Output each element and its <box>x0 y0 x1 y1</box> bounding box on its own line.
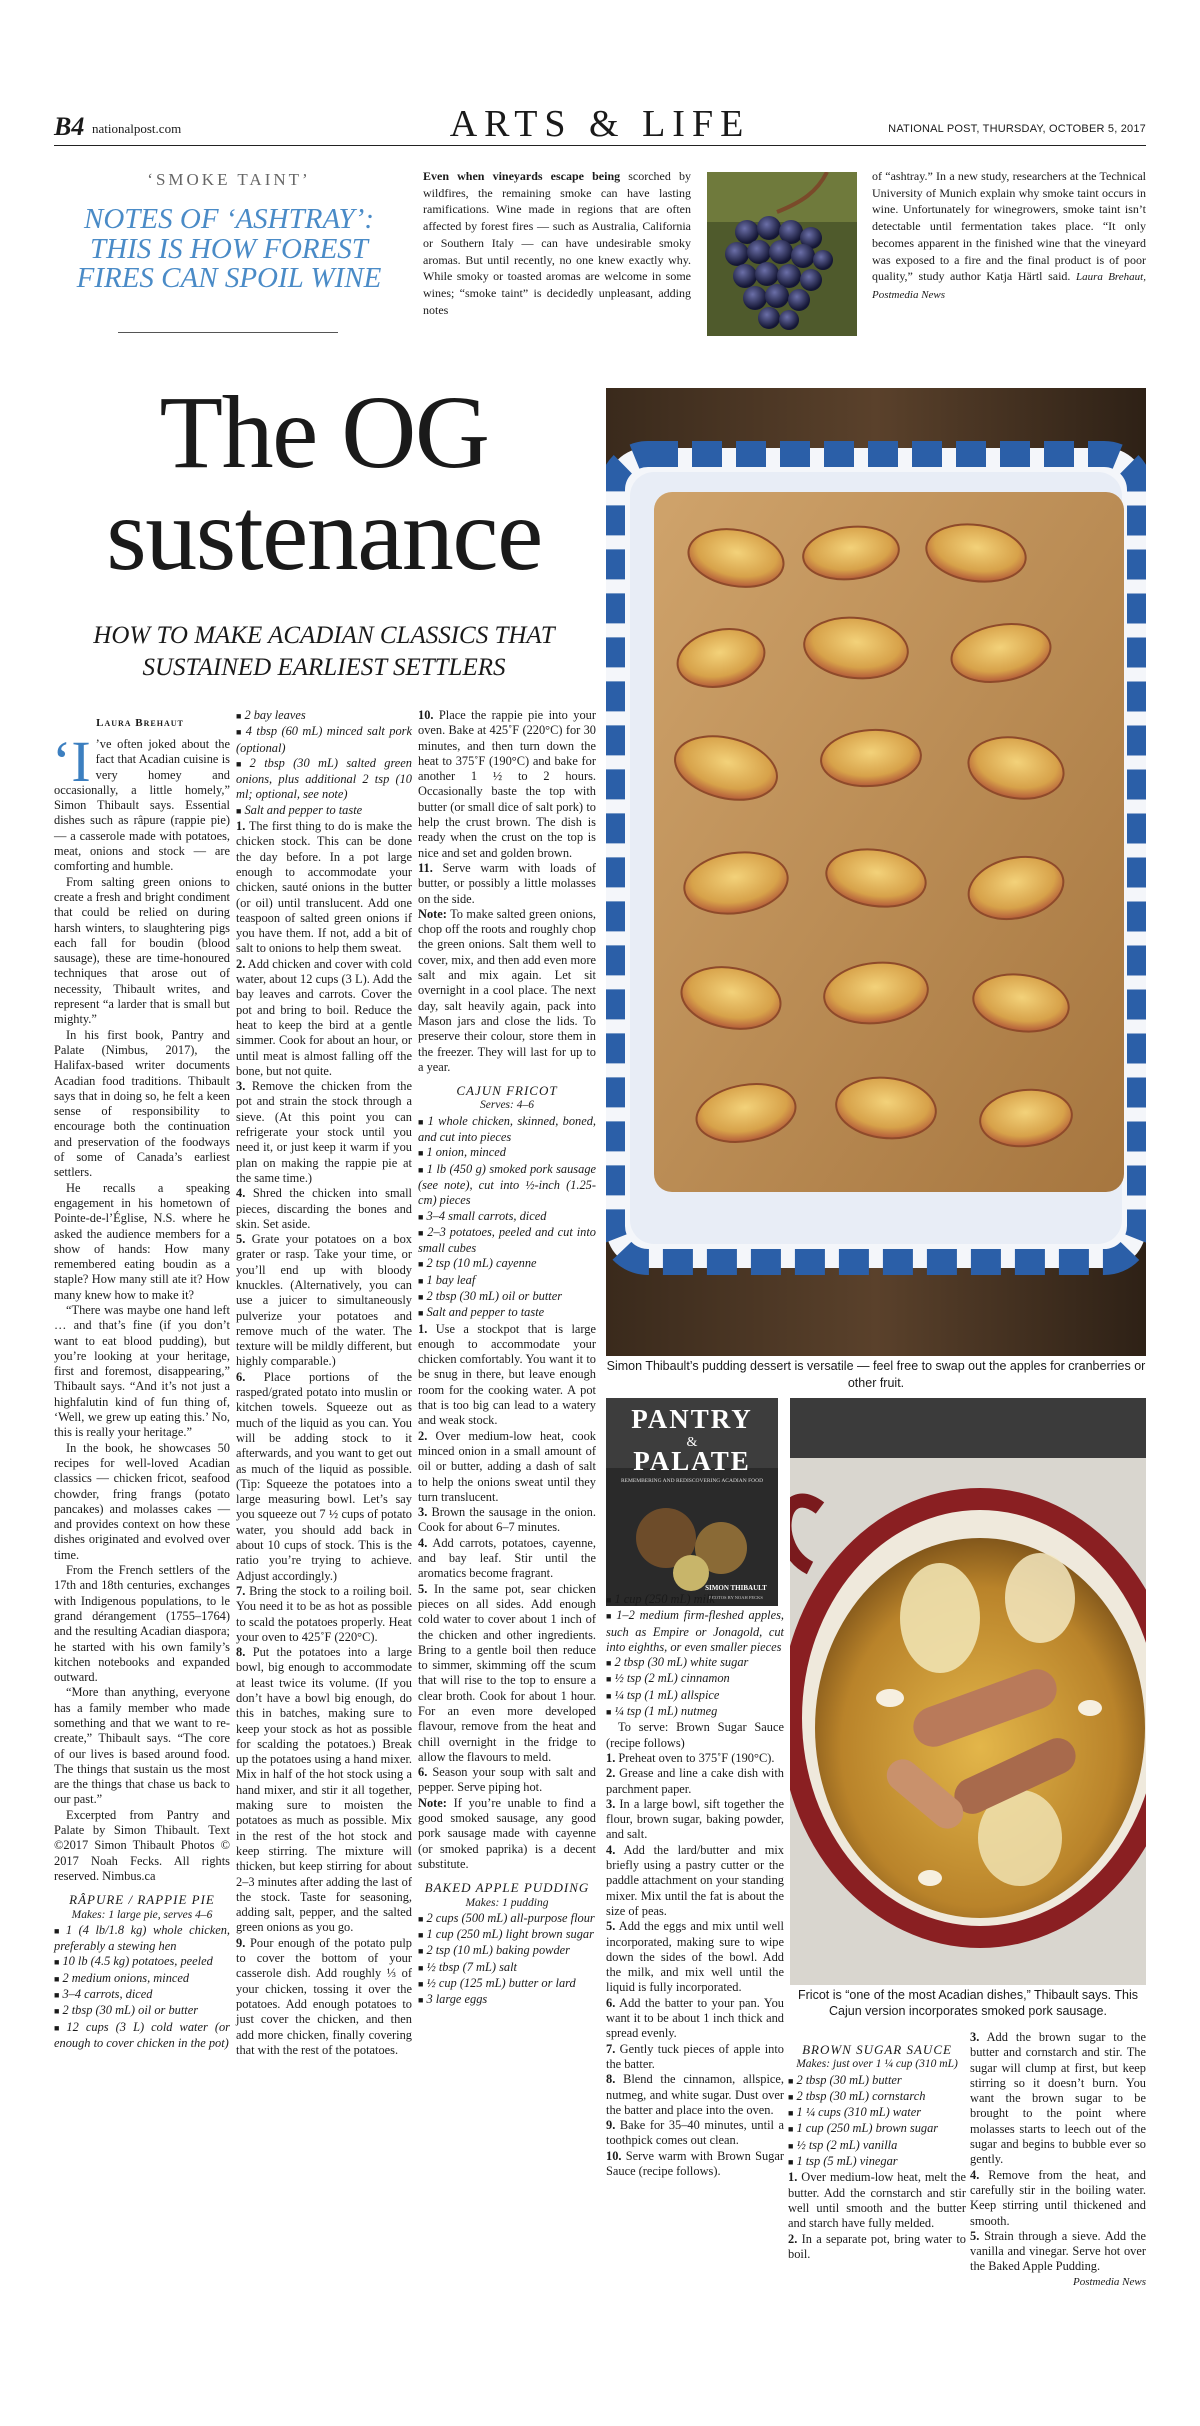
recipe-title-rappie: RÂPURE / RAPPIE PIE <box>69 1892 215 1908</box>
ingredient: ■ 2 tsp (10 mL) baking powder <box>418 1943 570 1958</box>
sidebar-body-text2: of “ashtray.” In a new study, researchers at the Technical University of Munich explain why smoke taint occurs in wine. Unfortunately for winegrowers, smoke taint isn’t detectable until fermentation takes place. “It only becomes apparent in the finished wine that the vineyard was exposed to a fire and the final product is of poor quality,” study author Katja Härtl said. <box>872 169 1146 284</box>
ingredient: ■ 2 tbsp (30 mL) cornstarch <box>788 2088 926 2103</box>
ingredient: ■ 1 lb (450 g) smoked pork sausage (see note), cut into ½-inch (1.25-cm) pieces <box>418 1161 597 1208</box>
step: 10. Serve warm with Brown Sugar Sauce (recipe follows). <box>606 2148 784 2178</box>
ingredient: ■ 3–4 carrots, diced <box>54 1987 153 2002</box>
ingredient: ■ 12 cups (3 L) cold water (or enough to cover chicken in the pot) <box>54 2019 231 2050</box>
ingredient: ■ 4 tbsp (60 mL) minced salt pork (optional) <box>236 724 412 755</box>
ingredient: ■ 2 medium onions, minced <box>54 1970 190 1985</box>
step: 3. In a large bowl, sift together the flour, brown sugar, baking powder, and salt. <box>606 1796 784 1842</box>
step: 6. Season your soup with salt and pepper. Serve piping hot. <box>418 1765 596 1795</box>
intro-paragraph: In his first book, Pantry and Palate (Nimbus, 2017), the Halifax-based writer documents Acadian food traditions. Thibault says that in doing so, he felt a keen sense of responsibility to encourage both the continuation and preservation of the foodways of some of Canada’s earliest settlers. <box>54 1027 230 1180</box>
ingredient: ■ 1–2 medium firm-fleshed apples, such as Empire or Jonagold, cut into eighths, or even smaller pieces <box>606 1608 784 1654</box>
article-column-3 <box>418 708 596 2009</box>
excerpt-note: Excerpted from Pantry and Palate by Simon Thibault. Text ©2017 Simon Thibault Photos © 2017 Noah Fecks. All rights reserved. Nimbus.ca <box>54 1807 230 1883</box>
main-headline: The OG sustenance <box>106 375 542 592</box>
sidebar-kicker: ‘SMOKE TAINT’ <box>147 170 311 189</box>
dateline: NATIONAL POST, THURSDAY, OCTOBER 5, 2017 <box>888 123 1146 135</box>
recipe-yield: Serves: 4–6 <box>480 1099 534 1112</box>
sidebar-body-col2 <box>872 168 1146 304</box>
ingredient: ■ 1 (4 lb/1.8 kg) whole chicken, preferably a stewing hen <box>54 1922 231 1954</box>
sidebar-body-col1 <box>423 168 691 318</box>
ingredient: ■ 2 tbsp (30 mL) oil or butter <box>418 1288 563 1303</box>
step: 2. In a separate pot, bring water to boil. <box>788 2231 966 2261</box>
step: 2. Add chicken and cover with cold water, about 12 cups (3 L). Add the bay leaves and carrots. Cover the pot and bring to boil. Reduce the heat to keep the bird at a gentle simmer. Cook for about an hour, or until meat is almost falling off the bone, but not quite. <box>236 956 413 1078</box>
step: 2. Grease and line a cake dish with parchment paper. <box>606 1766 784 1796</box>
fricot-photo <box>790 1398 1146 1985</box>
apple-pudding-photo <box>606 388 1146 1356</box>
drop-cap: ‘I <box>52 729 91 794</box>
grapes-photo <box>707 172 857 336</box>
step: 4. Remove from the heat, and carefully stir in the boiling water. Keep stirring until thickened and smooth. <box>970 2167 1146 2228</box>
sidebar-credit: Laura Brehaut, Postmedia News <box>872 271 1146 301</box>
step: 6. Add the batter to your pan. You want it to be about 1 inch thick and spread evenly. <box>606 1995 784 2041</box>
book-title-line1: PANTRY <box>631 1404 753 1434</box>
sidebar-rule <box>118 332 338 333</box>
ingredient: ■ 2 tsp (10 mL) cayenne <box>418 1256 537 1271</box>
recipe-yield: Makes: just over 1 ¼ cup (310 mL) <box>796 2058 958 2071</box>
step: 8. Put the potatoes into a large bowl, big enough to accommodate at least twice its volume. (If you don’t have a bowl big enough, do this in batches, making sure to keep your stock as hot as possible for scalding the potatoes.) Break up the potatoes using a hand mixer. Mix in half of the hot stock using a hand mixer, and stir it all together, making sure to moisten the potatoes as much as possible. Mix in the rest of the hot stock and keep stirring. The mixture will thicken, but keep stirring for about 2–3 minutes after adding the last of the stock. Taste for seasoning, adding salt, pepper, and the salted green onions as you go. <box>236 1645 412 1935</box>
step: 9. Pour enough of the potato pulp to cover the bottom of your casserole dish. Add roughly ⅓ of your chicken, tossing it over the potatoes. Add enough potatoes to just cover the chicken, and then add more chicken, finally covering that with the rest of the potatoes. <box>236 1935 412 2057</box>
byline: Laura Brehaut <box>96 717 184 729</box>
step: 1. Use a stockpot that is large enough to accommodate your chicken comfortably. You want it to be snug in there, but leave enough room for the cooking water. A pot that is too big can lead to a watery and weak stock. <box>418 1321 596 1428</box>
recipe-yield: Makes: 1 pudding <box>465 1896 549 1909</box>
ingredient: ■ 2 cups (500 mL) all-purpose flour <box>418 1910 595 1925</box>
ingredient: ■ 2 tbsp (30 mL) salted green onions, plus additional 2 tsp (10 ml; optional, see note) <box>236 755 413 802</box>
step: 1. Over medium-low heat, melt the butter. Add the cornstarch and stir well until smooth and the butter and starch have fully melded. <box>788 2170 966 2231</box>
site-url[interactable]: nationalpost.com <box>92 121 182 136</box>
ingredient: ■ 1 whole chicken, skinned, boned, and cut into pieces <box>418 1113 596 1145</box>
step: 4. Add the lard/butter and mix briefly using a pastry cutter or the paddle attachment on your standing mixer. Mix until the fat is about the size of peas. <box>606 1842 785 1918</box>
recipe-title-sauce: BROWN SUGAR SAUCE <box>802 2042 952 2057</box>
ingredient: ■ 10 lb (4.5 kg) potatoes, peeled <box>54 1954 213 1969</box>
ingredient: ■ 2 tbsp (30 mL) butter <box>788 2072 902 2087</box>
sidebar-lead: Even when vineyards escape being <box>423 169 621 183</box>
recipe-title-pudding: BAKED APPLE PUDDING <box>424 1880 590 1896</box>
ingredient: ■ 2 tbsp (30 mL) oil or butter <box>54 2003 199 2018</box>
ingredient: ■ 1 cup (250 mL) brown sugar <box>788 2121 939 2136</box>
ingredient: ■ 1 bay leaf <box>418 1272 476 1287</box>
ingredient: ■ 2 tbsp (30 mL) white sugar <box>606 1655 749 1670</box>
sidebar-body-text1: scorched by wildfires, the remaining smoke can have lasting ramifications. Wine made in regions that are often affected by forest fires — such as Australia, California or Southern Italy — can have undesirable smoky aromas. But until recently, no one knew exactly why. While smoky or toasted aromas are welcome in some wines; “smoke taint” is decidedly unpleasant, adding notes <box>423 169 691 317</box>
intro-paragraph: He recalls a speaking engagement in his hometown of Pointe-de-l’Église, N.S. where he asked the audience members for a show of hands: How many remembered eating boudin as a staple? How many still ate it? How many knew how to make it? <box>54 1180 230 1302</box>
step: 7. Bring the stock to a roiling boil. You need it to be as hot as possible to scald the potatoes properly. Heat your oven to 425˚F (220°C). <box>236 1583 412 1644</box>
ingredient: ■ 1 tsp (5 mL) vinegar <box>788 2154 898 2169</box>
step: 9. Bake for 35–40 minutes, until a toothpick comes out clean. <box>606 2118 784 2148</box>
step: 4. Add carrots, potatoes, cayenne, and bay leaf. Stir until the aromatics become fragrant. <box>418 1535 596 1581</box>
book-photo-credit: PHOTOS BY NOAH FECKS <box>709 1595 763 1600</box>
step: 5. Add the eggs and mix until well incorporated, making sure to wipe down the sides of the bowl. Add the milk, and mix well until the liquid is fully incorporated. <box>606 1919 784 1995</box>
step: 7. Gently tuck pieces of apple into the batter. <box>606 2041 784 2071</box>
intro-paragraph: In the book, he showcases 50 recipes for well-loved Acadian classics — chicken fricot, seafood chowder, fring frangs (potato pancakes) and molasses cakes — and provides context on how these dishes originated and evolved over time. <box>54 1440 230 1562</box>
intro-paragraph: “There was maybe one hand left … and that’s fine (if you don’t want to eat blood pudding), but you’re looking at your heritage, first and foremost, disappearing,” Thibault says. “And it’s not just a highfalutin kind of fun thing of, ‘Well, we grew up eating this.’ No, this is really your heritage.” <box>54 1302 230 1440</box>
book-author: SIMON THIBAULT <box>705 1584 767 1592</box>
ingredient: ■ 3 large eggs <box>418 1992 488 2007</box>
step: 2. Over medium-low heat, cook minced onion in a small amount of oil or butter, adding a dash of salt to help the onions sweat until they turn translucent. <box>418 1428 596 1504</box>
step: 1. Preheat oven to 375˚F (190°C). <box>606 1750 775 1765</box>
sauce-credit: Postmedia News <box>1072 2275 1146 2288</box>
step: 6. Place portions of the rasped/grated potato into muslin or kitchen towels. Squeeze out as much of the liquid as you can. You will be adding stock to it afterwards, and you want to get out as much of the liquid as possible. (Tip: Squeeze the potatoes into a large measuring bowl. Let’s say you squeeze out 7 ½ cups of potato water, you should add back in about 10 cups of stock. This is the ratio you’re trying to achieve. Adjust accordingly.) <box>236 1369 412 1583</box>
ingredient: ■ 2 bay leaves <box>236 708 306 722</box>
intro-paragraph: “More than anything, everyone has a family member who made something and that we want to re-create,” Thibault says. “The core of our lives is based around food. The things that sustain us the most are the things that chase us back to our past.” <box>54 1685 230 1807</box>
ingredient: ■ 2–3 potatoes, peeled and cut into small cubes <box>418 1224 596 1256</box>
ingredient: ■ 1 ¼ cups (310 mL) water <box>788 2105 922 2120</box>
ingredient: ■ Salt and pepper to taste <box>236 802 363 817</box>
intro-paragraph: ’ve often joked about the fact that Acadian cuisine is very homey and occasionally, a little homely,” Simon Thibault says. Essential dishes such as râpure (rappie pie) — a casserole made with potatoes, meat, onions and stock — are comforting and humble. <box>54 737 230 874</box>
article-column-1 <box>52 729 231 2051</box>
recipe-yield: Makes: 1 large pie, serves 4–6 <box>71 1908 213 1921</box>
intro-paragraph: From the French settlers of the 17th and 18th centuries, exchanges with Indigenous populations, to le grand dérangement (1755–1764) and the resulting Acadian diaspora; he started with his own family’s kitchen notebooks and expanded outward. <box>54 1563 230 1685</box>
recipe-title-fricot: CAJUN FRICOT <box>456 1083 558 1099</box>
article-column-6 <box>970 2030 1146 2290</box>
header-rule <box>54 145 1146 146</box>
step: 5. In the same pot, sear chicken pieces on all sides. Add enough cold water to cover about 1 inch of the chicken and other ingredients. Bring to a gentle boil then reduce to simmer, skimming off the scum that will rise to the top to ensure a clear broth. Cook for about 1 hour. For an even more developed flavour, remove from the heat and chill overnight in the fridge to allow the flavours to meld. <box>418 1581 596 1764</box>
step: 5. Strain through a sieve. Add the vanilla and vinegar. Serve hot over the Baked Apple Pudding. <box>970 2228 1146 2274</box>
ingredient: ■ ¼ tsp (1 mL) allspice <box>606 1687 720 1702</box>
ingredient: ■ ½ tsp (2 mL) vanilla <box>788 2137 898 2152</box>
ingredient: ■ 1 cup (250 mL) light brown sugar <box>418 1927 594 1942</box>
step: 5. Grate your potatoes on a box grater or rasp. Take your time, or you’ll end up with bloody knuckles. (Alternatively, you can use a juicer to simultaneously pulverize your potatoes and remove much of the water. The texture will be mildly different, but highly comparable.) <box>236 1232 412 1369</box>
step: 3. Brown the sausage in the onion. Cook for about 6–7 minutes. <box>418 1505 596 1535</box>
recipe-note: Note: If you’re unable to find a good smoked sausage, any good pork sausage made with cayenne (or smoked paprika) is a decent substitute. <box>418 1795 596 1871</box>
section-title: ARTS & LIFE <box>449 103 751 145</box>
recipe-note: Note: To make salted green onions, chop off the roots and roughly chop the green onions. Salt them well to cover, mix, and then add even more salt and mix again. Let sit overnight in a cool place. The next day, salt heavily again, pack into Mason jars and close the lids. To preserve their colour, store them in the freezer. They will last for up to a year. <box>418 906 596 1074</box>
book-cover <box>606 1398 778 1606</box>
step: 11. Serve warm with loads of butter, or possibly a little molasses on the side. <box>418 860 596 906</box>
step: 3. Remove the chicken from the pot and strain the stock through a sieve. (At this point you can refrigerate your stock until you need it, or just keep it warm if you plan on making the rappie pie at the same time.) <box>236 1079 412 1185</box>
sidebar-headline: NOTES OF ‘ASHTRAY’: THIS IS HOW FOREST FIRES CAN SPOIL WINE <box>76 203 382 295</box>
article-column-4 <box>606 1592 784 2179</box>
step: 10. Place the rappie pie into your oven. Bake at 425˚F (220°C) for 30 minutes, and then turn down the heat to 375˚F (190°C) and bake for another 1 ½ to 2 hours. Occasionally baste the top with butter (or small dice of salt pork) to help the crust brown. The dish is ready when the crust on the top is nice and set and golden brown. <box>418 708 596 860</box>
ingredient: ■ 1 cup (250 mL) milk <box>606 1592 715 1606</box>
pudding-caption: Simon Thibault’s pudding dessert is versatile — feel free to swap out the apples for cranberries or other fruit. <box>606 1359 1146 1390</box>
step: 3. Add the brown sugar to the butter and cornstarch and stir. The sugar will clump at first, but keep stirring so it doesn’t burn. You want the brown sugar to be brought to the point where molasses starts to leech out of the sugar and begins to bubble ever so gently. <box>970 2030 1146 2167</box>
ingredient: ■ 3–4 small carrots, diced <box>418 1208 547 1223</box>
ingredient: ■ ½ tbsp (7 mL) salt <box>418 1959 517 1974</box>
ingredient: ■ ¼ tsp (1 mL) nutmeg <box>606 1704 718 1719</box>
step: 4. Shred the chicken into small pieces, discarding the bones and skin. Set aside. <box>236 1186 412 1231</box>
page-number: B4 <box>54 112 85 141</box>
article-column-2 <box>236 708 412 2058</box>
step: 8. Blend the cinnamon, allspice, nutmeg, and white sugar. Dust over the batter and place into the oven. <box>606 2072 784 2117</box>
fricot-caption: Fricot is “one of the most Acadian dishes,” Thibault says. This Cajun version incorporates smoked pork sausage. <box>798 1988 1138 2018</box>
article-column-5 <box>788 2030 966 2262</box>
step: 1. The first thing to do is make the chicken stock. This can be done the day before. In a pot large enough to accommodate your chicken, sauté onions in the butter (or oil) until translucent. Add one teaspoon of salted green onions if you have them. If not, add a bit of salt to onions to help them sweat. <box>236 819 413 956</box>
ingredient: ■ 1 onion, minced <box>418 1145 506 1160</box>
ingredient: ■ ½ tsp (2 mL) cinnamon <box>606 1671 730 1686</box>
book-subtitle: REMEMBERING AND REDISCOVERING ACADIAN FOOD <box>620 1478 764 1484</box>
main-deck: HOW TO MAKE ACADIAN CLASSICS THAT SUSTAINED EARLIEST SETTLERS <box>93 622 555 681</box>
ingredient: ■ Salt and pepper to taste <box>418 1305 545 1320</box>
intro-paragraph: From salting green onions to create a fresh and bright condiment that could be relied on during harsh winters, to slaughtering pigs each fall for boudin (blood sausage), these are time-honoured techniques that arose out of necessity, Thibault writes, and represent “a larder that is small but mighty.” <box>54 874 230 1027</box>
book-title-line2: PALATE <box>633 1446 751 1476</box>
book-title-ampersand: & <box>686 1435 698 1450</box>
serve-line: To serve: Brown Sugar Sauce (recipe follows) <box>606 1720 784 1750</box>
ingredient: ■ ½ cup (125 mL) butter or lard <box>418 1976 576 1991</box>
